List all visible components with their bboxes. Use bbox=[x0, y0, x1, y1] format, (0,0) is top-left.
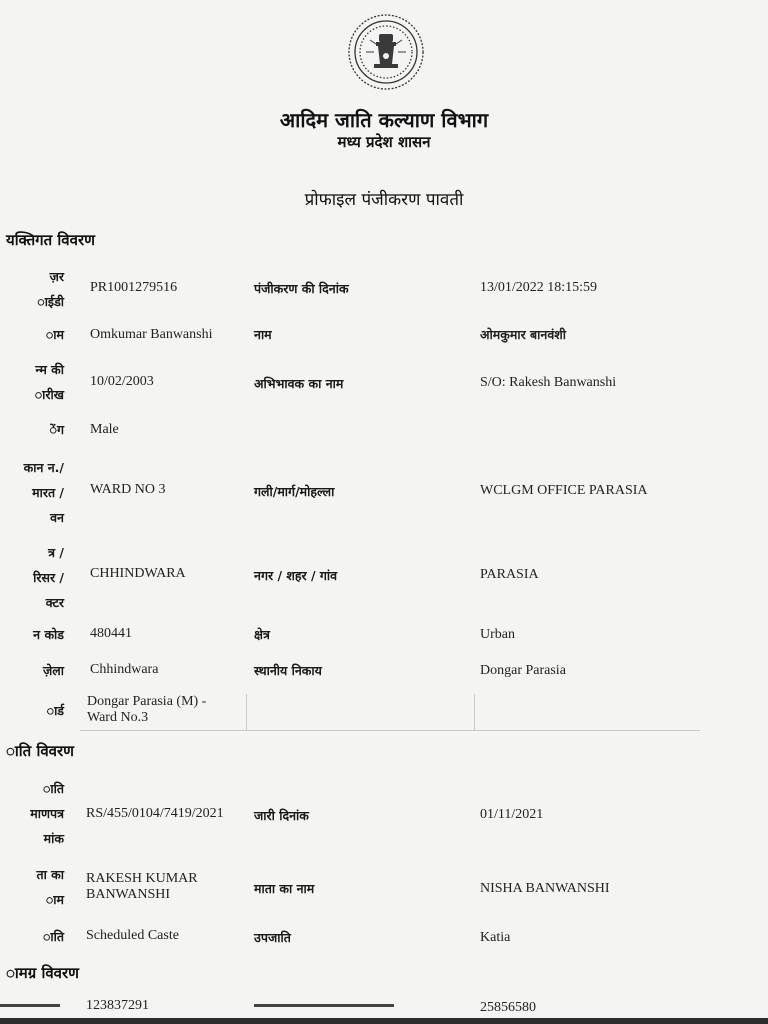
registration-date-value: 13/01/2022 18:15:59 bbox=[480, 280, 598, 295]
name-english-value: Omkumar Banwanshi bbox=[90, 327, 213, 342]
section-personal-details: यक्तिगत विवरण bbox=[6, 231, 95, 249]
cropped-label-fragment bbox=[254, 1004, 394, 1007]
subcaste-value: Katia bbox=[480, 930, 511, 945]
caste-label: ाति bbox=[42, 929, 64, 944]
issue-date-value: 01/11/2021 bbox=[480, 807, 544, 822]
gender-label: ेंग bbox=[49, 422, 64, 437]
subcaste-label: उपजाति bbox=[254, 930, 291, 945]
pin-code-value: 480441 bbox=[90, 626, 132, 641]
area-value: CHHINDWARA bbox=[90, 566, 186, 581]
local-body-value: Dongar Parasia bbox=[480, 663, 566, 678]
city-label: नगर / शहर / गांव bbox=[254, 568, 338, 583]
father-name-line-2: BANWANSHI bbox=[86, 887, 170, 902]
caste-value: Scheduled Caste bbox=[86, 928, 179, 943]
user-id-label: ज़र ाईडी bbox=[37, 269, 64, 309]
caste-certificate-number: RS/455/0104/7419/2021 bbox=[86, 806, 224, 821]
name-label: ाम bbox=[45, 327, 64, 342]
ward-label: ार्ड bbox=[46, 703, 64, 718]
father-name-line-1: RAKESH KUMAR bbox=[86, 871, 198, 886]
government-subtitle: मध्य प्रदेश शासन bbox=[337, 133, 431, 151]
samagra-id-value: 123837291 bbox=[86, 998, 149, 1013]
name-hindi-label: नाम bbox=[254, 327, 272, 342]
caste-certificate-label: ाति माणपत्र मांक bbox=[30, 781, 64, 846]
department-title: आदिम जाति कल्याण विभाग bbox=[279, 108, 489, 132]
local-body-label: स्थानीय निकाय bbox=[254, 663, 322, 678]
date-of-birth-label: न्म की ारीख bbox=[34, 362, 64, 402]
gender-value: Male bbox=[90, 422, 119, 437]
ward-value-line-1: Dongar Parasia (M) - bbox=[87, 694, 207, 709]
pin-code-label: न कोड bbox=[33, 627, 64, 642]
ward-value-line-2: Ward No.3 bbox=[87, 710, 149, 725]
region-value: Urban bbox=[480, 627, 515, 642]
family-id-value: 25856580 bbox=[480, 1000, 536, 1015]
issue-date-label: जारी दिनांक bbox=[254, 808, 309, 823]
city-value: PARASIA bbox=[480, 567, 539, 582]
street-value: WCLGM OFFICE PARASIA bbox=[480, 483, 648, 498]
region-label: क्षेत्र bbox=[254, 627, 270, 642]
table-divider bbox=[474, 694, 475, 730]
mp-government-emblem bbox=[346, 12, 426, 92]
table-divider bbox=[246, 694, 247, 730]
district-value: Chhindwara bbox=[90, 662, 159, 677]
guardian-value: S/O: Rakesh Banwanshi bbox=[480, 375, 617, 390]
house-number-label: कान न./ मारत / वन bbox=[23, 460, 64, 525]
mother-name-value: NISHA BANWANSHI bbox=[480, 881, 610, 896]
mother-name-label: माता का नाम bbox=[254, 881, 315, 896]
district-label: ज़ेला bbox=[43, 663, 64, 678]
section-caste-details: ाति विवरण bbox=[6, 742, 74, 760]
father-name-label: ता का ाम bbox=[36, 867, 64, 907]
table-divider bbox=[80, 730, 700, 731]
guardian-label: अभिभावक का नाम bbox=[254, 376, 344, 391]
registration-date-label: पंजीकरण की दिनांक bbox=[254, 281, 349, 296]
street-label: गली/मार्ग/मोहल्ला bbox=[254, 484, 335, 499]
scan-edge-band bbox=[0, 1018, 768, 1024]
house-number-value: WARD NO 3 bbox=[90, 482, 166, 497]
name-hindi-value: ओमकुमार बानवंशी bbox=[480, 327, 567, 342]
section-samagra-details: ामग्र विवरण bbox=[6, 964, 79, 982]
date-of-birth-value: 10/02/2003 bbox=[90, 374, 154, 389]
document-title: प्रोफाइल पंजीकरण पावती bbox=[304, 190, 464, 210]
area-label: त्र / रिसर / क्टर bbox=[33, 545, 64, 610]
cropped-label-fragment bbox=[0, 1004, 60, 1007]
user-id-value: PR1001279516 bbox=[90, 280, 178, 295]
